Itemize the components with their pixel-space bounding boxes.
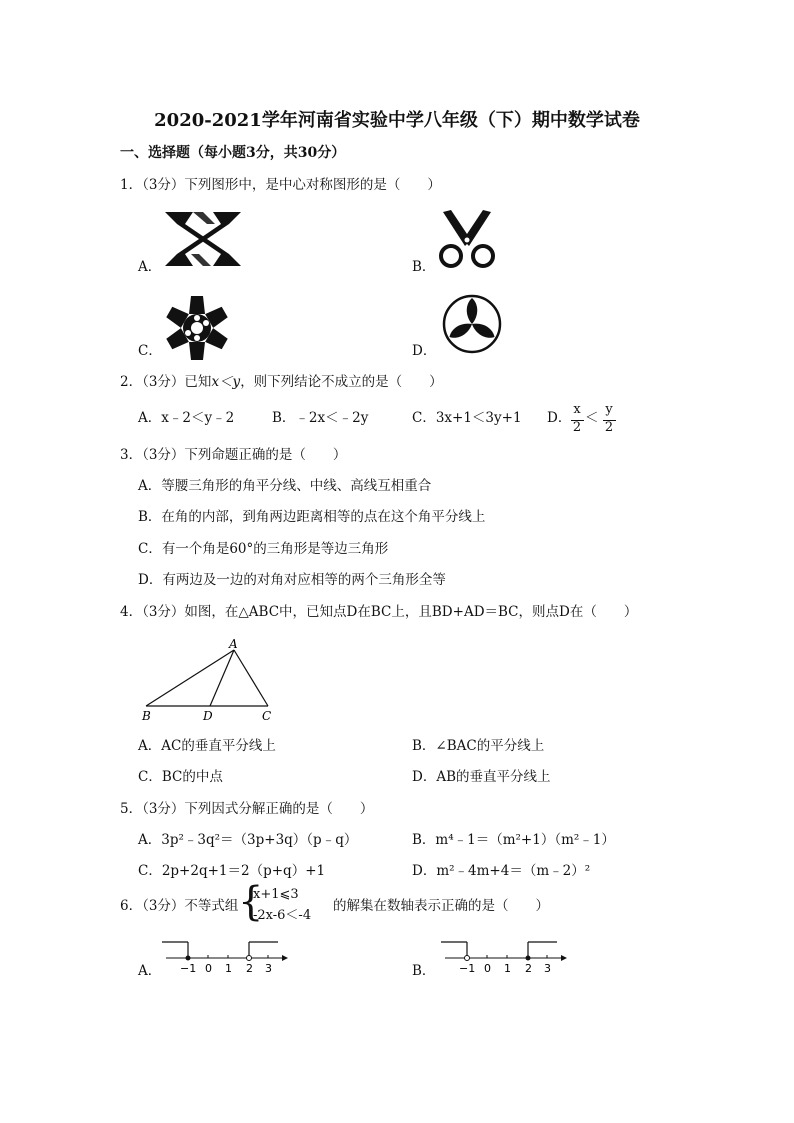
section-heading: 一、选择题（每小题3分，共30分） xyxy=(120,145,346,161)
svg-text:3: 3 xyxy=(544,962,551,975)
q2-d-numerator-y: y xyxy=(605,402,613,417)
svg-text:1: 1 xyxy=(504,962,511,975)
svg-text:−1: −1 xyxy=(180,962,197,975)
vertex-d-label: D xyxy=(203,709,213,723)
q3-option-c[interactable]: C．有一个角是60°的三角形是等边三角形 xyxy=(138,541,389,557)
q2-option-b[interactable]: B．﹣2x＜﹣2y xyxy=(272,410,369,426)
zigzag-logo-icon xyxy=(163,210,243,268)
gear-wheel-icon xyxy=(163,294,231,362)
question-6-stem-b: 的解集在数轴表示正确的是（ ） xyxy=(333,898,549,914)
svg-text:−1: −1 xyxy=(459,962,476,975)
q2-d-lt-sign: ＜ xyxy=(585,410,599,426)
system-brace: { xyxy=(238,879,264,925)
q2-option-d[interactable]: D． xyxy=(547,410,572,426)
vertex-a-label: A xyxy=(229,637,238,651)
q2-option-c[interactable]: C．3x+1＜3y+1 xyxy=(412,410,522,426)
svg-text:2: 2 xyxy=(246,962,253,975)
q2-d-denominator: 2 xyxy=(572,420,582,435)
question-5-stem: 5．（3分）下列因式分解正确的是（ ） xyxy=(120,801,374,817)
q1-option-d-label[interactable]: D． xyxy=(412,343,437,359)
q5-option-a[interactable]: A．3p²﹣3q²＝（3p+3q）（p﹣q） xyxy=(138,832,358,848)
q4-option-d[interactable]: D．AB的垂直平分线上 xyxy=(412,769,551,785)
q3-option-a[interactable]: A．等腰三角形的角平分线、中线、高线互相重合 xyxy=(138,478,432,494)
svg-text:0: 0 xyxy=(484,962,491,975)
scissors-icon xyxy=(437,210,497,270)
q5-option-d[interactable]: D．m²﹣4m+4＝（m﹣2）² xyxy=(412,863,591,879)
inequality-2: -2x-6＜-4 xyxy=(253,908,312,923)
question-6-stem-a: 6．（3分）不等式组 xyxy=(120,898,239,914)
question-4-stem: 4．（3分）如图，在△ABC中，已知点D在BC上，且BD+AD＝BC，则点D在（ ） xyxy=(120,604,638,620)
inequality-1: x+1⩽3 xyxy=(253,887,299,902)
vertex-c-label: C xyxy=(262,709,272,723)
q1-option-c-label[interactable]: C． xyxy=(138,343,162,359)
q4-option-c[interactable]: C．BC的中点 xyxy=(138,769,223,785)
q6-option-a-label[interactable]: A． xyxy=(138,963,162,979)
q4-option-a[interactable]: A．AC的垂直平分线上 xyxy=(138,738,276,754)
svg-text:3: 3 xyxy=(265,962,272,975)
q1-option-a-label[interactable]: A． xyxy=(138,259,162,275)
q2-option-a[interactable]: A．x﹣2＜y﹣2 xyxy=(138,410,235,426)
q4-option-b[interactable]: B．∠BAC的平分线上 xyxy=(412,738,545,754)
q5-option-c[interactable]: C．2p+2q+1＝2（p+q）+1 xyxy=(138,863,326,879)
q2-d-denominator: 2 xyxy=(604,420,614,435)
exam-title: 2020-2021学年河南省实验中学八年级（下）期中数学试卷 xyxy=(154,110,640,131)
number-line-a xyxy=(158,938,288,978)
svg-text:2: 2 xyxy=(525,962,532,975)
svg-text:1: 1 xyxy=(225,962,232,975)
q1-option-b-label[interactable]: B． xyxy=(412,259,436,275)
question-1-stem: 1．（3分）下列图形中，是中心对称图形的是（ ） xyxy=(120,177,441,193)
q5-option-b[interactable]: B．m⁴﹣1＝（m²+1）（m²﹣1） xyxy=(412,832,615,848)
number-line-b xyxy=(437,938,567,978)
q3-option-d[interactable]: D．有两边及一边的对角对应相等的两个三角形全等 xyxy=(138,572,446,588)
svg-text:0: 0 xyxy=(205,962,212,975)
question-2-stem: 2．（3分）已知x＜y，则下列结论不成立的是（ ） xyxy=(120,374,443,390)
q2-d-numerator-x: x xyxy=(573,402,581,417)
q6-option-b-label[interactable]: B． xyxy=(412,963,436,979)
q3-option-b[interactable]: B．在角的内部，到角两边距离相等的点在这个角平分线上 xyxy=(138,509,486,525)
vertex-b-label: B xyxy=(142,709,151,723)
three-leaf-circle-icon xyxy=(441,293,503,355)
triangle-figure xyxy=(138,634,288,726)
question-3-stem: 3．（3分）下列命题正确的是（ ） xyxy=(120,447,347,463)
